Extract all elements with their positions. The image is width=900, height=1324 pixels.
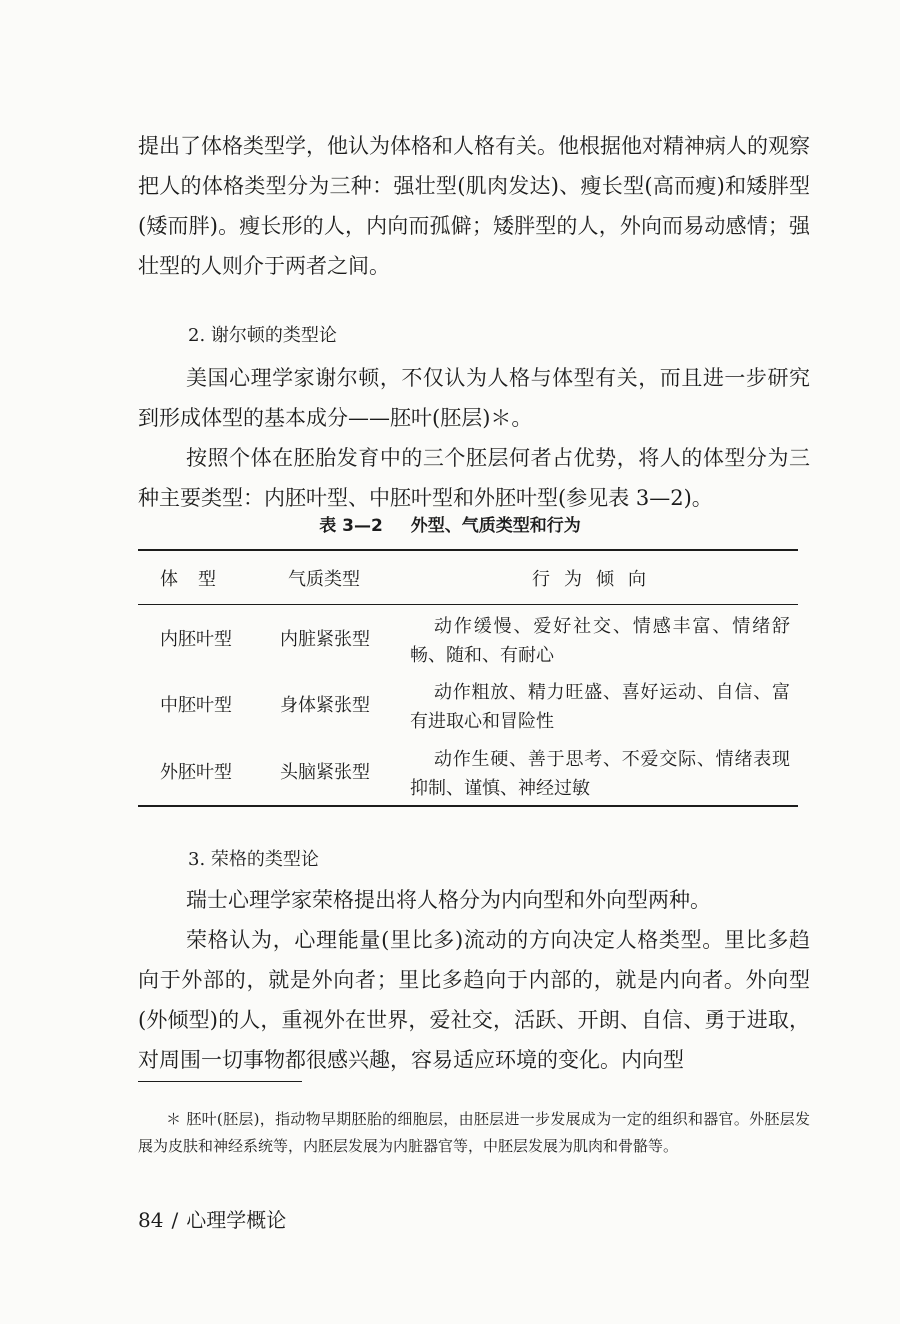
table-caption (0, 514, 900, 538)
table-title: 外型、气质类型和行为 (410, 516, 581, 536)
table-bottom-rule (138, 805, 798, 807)
table-cell-body-type: 内胚叶型 (160, 629, 232, 650)
section-heading-sheldon: 2. 谢尔顿的类型论 (188, 325, 337, 346)
table-cell-temperament: 头脑紧张型 (280, 762, 370, 783)
table-cell-behavior: 动作粗放、精力旺盛、喜好运动、自信、富有进取心和冒险性 (410, 682, 790, 732)
table-cell-behavior: 动作生硬、善于思考、不爱交际、情绪表现抑制、谨慎、神经过敏 (410, 749, 790, 799)
paragraph-body-5: 荣格认为，心理能量(里比多)流动的方向决定人格类型。里比多趋向于外部的，就是外向者；里比多趋向于内部的，就是内向者。外向型(外倾型)的人，重视外在世界，爱社交，活跃、开朗、自信、勇于进取，对周围一切事物都很感兴趣，容易适应环境的变化。内向型 (138, 928, 810, 1072)
section-heading-jung: 3. 荣格的类型论 (188, 849, 319, 870)
table-cell-body-type: 中胚叶型 (160, 695, 232, 716)
table-number: 表 3—2 (319, 516, 383, 536)
paragraph-body-4: 瑞士心理学家荣格提出将人格分为内向型和外向型两种。 (186, 888, 711, 912)
table-cell-behavior: 动作缓慢、爱好社交、情感丰富、情绪舒畅、随和、有耐心 (410, 616, 790, 666)
book-title: 心理学概论 (186, 1208, 287, 1232)
page-footer (138, 1206, 294, 1234)
footnote-rule (138, 1081, 302, 1082)
table-header-behavior: 行为倾向 (532, 569, 660, 590)
footer-separator: / (171, 1208, 179, 1232)
table-cell-temperament: 身体紧张型 (280, 695, 370, 716)
table-header-rule (138, 604, 798, 605)
table-cell-body-type: 外胚叶型 (160, 762, 232, 783)
footnote: ＊ 胚叶(胚层)，指动物早期胚胎的细胞层，由胚层进一步发展成为一定的组织和器官。外胚层发展为皮肤和神经系统等，内胚层发展为内脏器官等，中胚层发展为肌肉和骨骼等。 (138, 1110, 810, 1155)
table-cell-temperament: 内脏紧张型 (280, 629, 370, 650)
paragraph-body-1: 提出了体格类型学，他认为体格和人格有关。他根据他对精神病人的观察把人的体格类型分为三种：强壮型(肌肉发达)、瘦长型(高而瘦)和矮胖型(矮而胖)。瘦长形的人，内向而孤僻；矮胖型的人，外向而易动感情；强壮型的人则介于两者之间。 (138, 134, 810, 278)
page-number: 84 (138, 1208, 164, 1232)
paragraph-body-2: 美国心理学家谢尔顿，不仅认为人格与体型有关，而且进一步研究到形成体型的基本成分——胚叶(胚层)＊。 (138, 366, 810, 430)
paragraph-body-3: 按照个体在胚胎发育中的三个胚层何者占优势，将人的体型分为三种主要类型：内胚叶型、中胚叶型和外胚叶型(参见表 3—2)。 (138, 446, 810, 510)
table-top-rule (138, 549, 798, 551)
table-header-body-type: 体型 (160, 569, 236, 590)
table-header-temperament: 气质类型 (288, 569, 360, 590)
